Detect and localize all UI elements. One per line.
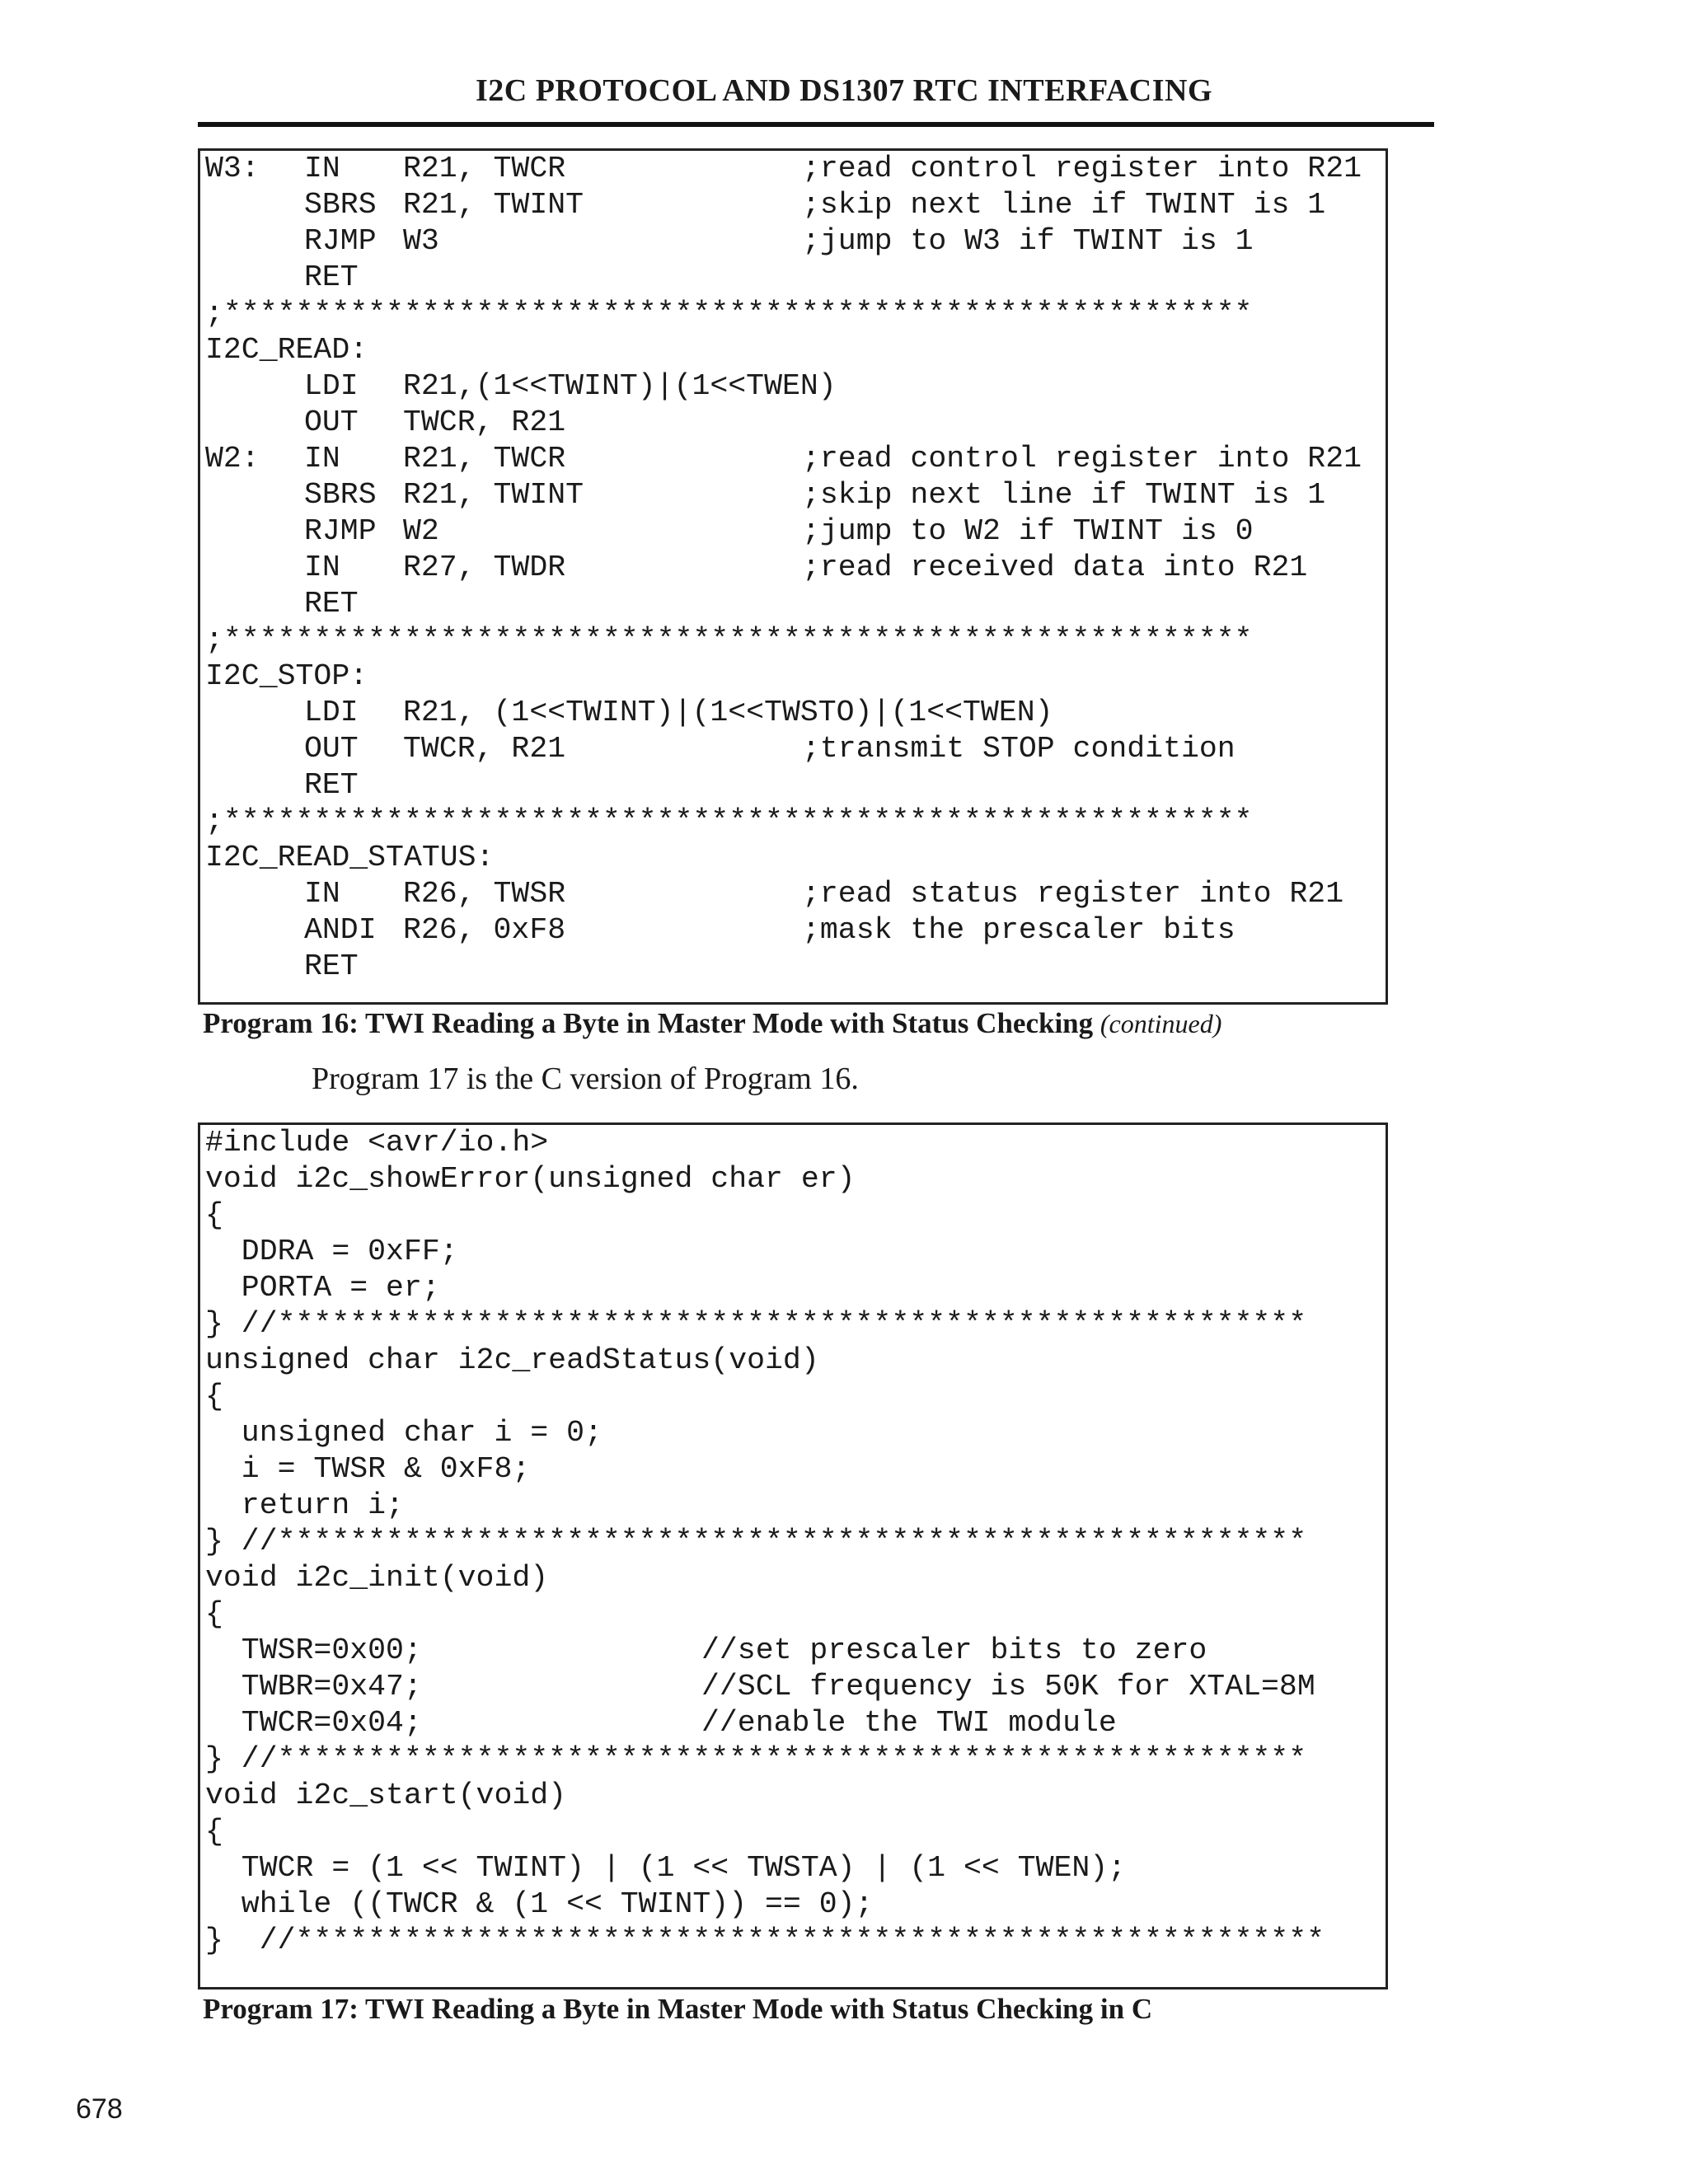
- code-text: void i2c_start(void): [205, 1779, 567, 1812]
- code-text: #include <avr/io.h>: [205, 1126, 549, 1160]
- code-comment: ;read control register into R21: [802, 152, 1362, 185]
- code-opcode: IN: [304, 152, 340, 185]
- code-operands: R26, TWSR: [403, 877, 566, 911]
- code-opcode: SBRS: [304, 188, 377, 222]
- code-line: [200, 260, 1386, 296]
- code-opcode: OUT: [304, 405, 359, 439]
- code-text: I2C_STOP:: [205, 659, 368, 693]
- code-line: [200, 1705, 1386, 1741]
- code-text: } //*********************************************************: [205, 1307, 1307, 1341]
- code-opcode: ANDI: [304, 913, 377, 947]
- code-text: return i;: [205, 1488, 404, 1522]
- code-line: [200, 368, 1386, 405]
- code-line: [200, 1923, 1386, 1959]
- code-operands: R21,(1<<TWINT)|(1<<TWEN): [403, 369, 837, 403]
- code-text: {: [205, 1380, 223, 1413]
- code-line: [200, 1560, 1386, 1596]
- code-line: [200, 767, 1386, 804]
- code-opcode: RET: [304, 587, 359, 621]
- code-operands: R21, TWCR: [403, 442, 566, 476]
- code-line: [200, 223, 1386, 260]
- code-text: TWCR = (1 << TWINT) | (1 << TWSTA) | (1 << TWEN);: [205, 1851, 1127, 1885]
- code-opcode: SBRS: [304, 478, 377, 512]
- code-opcode: IN: [304, 442, 340, 476]
- code-line: [200, 949, 1386, 985]
- code-text: TWBR=0x47;: [205, 1670, 422, 1704]
- code-operands: R27, TWDR: [403, 551, 566, 584]
- code-line: [200, 1596, 1386, 1633]
- code-text: void i2c_showError(unsigned char er): [205, 1162, 856, 1196]
- code-comment: ;jump to W3 if TWINT is 1: [802, 224, 1254, 258]
- code-comment: //enable the TWI module: [701, 1706, 1117, 1740]
- code-comment: ;read received data into R21: [802, 551, 1308, 584]
- code-line: [200, 513, 1386, 550]
- program-17-code-listing: [198, 1122, 1388, 1990]
- code-line: [200, 1669, 1386, 1705]
- code-text: I2C_READ_STATUS:: [205, 841, 495, 874]
- code-comment: ;jump to W2 if TWINT is 0: [802, 514, 1254, 548]
- code-text: {: [205, 1815, 223, 1849]
- code-line: [200, 1197, 1386, 1234]
- code-comment: ;read status register into R21: [802, 877, 1344, 911]
- code-operands: TWCR, R21: [403, 405, 566, 439]
- code-line: [200, 1451, 1386, 1488]
- code-line: [200, 912, 1386, 949]
- code-text: while ((TWCR & (1 << TWINT)) == 0);: [205, 1887, 874, 1921]
- code-line: [200, 1415, 1386, 1451]
- code-line: [200, 731, 1386, 767]
- code-opcode: IN: [304, 877, 340, 911]
- code-line: [200, 187, 1386, 223]
- code-comment: ;mask the prescaler bits: [802, 913, 1236, 947]
- code-line: [200, 1741, 1386, 1778]
- code-line: [200, 1343, 1386, 1379]
- code-line: [200, 1234, 1386, 1270]
- code-line: [200, 622, 1386, 658]
- page-number: 678: [76, 2093, 123, 2125]
- code-line: [200, 804, 1386, 840]
- code-operands: R21, TWCR: [403, 152, 566, 185]
- code-line: [200, 1778, 1386, 1814]
- code-line: [200, 1488, 1386, 1524]
- code-line: [200, 1814, 1386, 1850]
- code-comment: ;skip next line if TWINT is 1: [802, 478, 1326, 512]
- code-line: [200, 441, 1386, 477]
- code-operands: R26, 0xF8: [403, 913, 566, 947]
- code-opcode: RJMP: [304, 514, 377, 548]
- code-text: I2C_READ:: [205, 333, 368, 367]
- code-line: [200, 151, 1386, 187]
- code-text: TWSR=0x00;: [205, 1633, 422, 1667]
- code-text: {: [205, 1198, 223, 1232]
- code-opcode: RJMP: [304, 224, 377, 258]
- code-opcode: RET: [304, 260, 359, 294]
- code-line: [200, 586, 1386, 622]
- program-17-caption-title: Program 17: TWI Reading a Byte in Master Mode with Status Checking in C: [203, 1993, 1153, 2025]
- code-opcode: RET: [304, 768, 359, 802]
- code-text: unsigned char i2c_readStatus(void): [205, 1343, 819, 1377]
- code-operands: R21, (1<<TWINT)|(1<<TWSTO)|(1<<TWEN): [403, 696, 1053, 729]
- code-line: [200, 477, 1386, 513]
- code-comment: //set prescaler bits to zero: [701, 1633, 1207, 1667]
- code-line: [200, 1379, 1386, 1415]
- code-line: [200, 1306, 1386, 1343]
- code-text: {: [205, 1597, 223, 1631]
- code-text: unsigned char i = 0;: [205, 1416, 603, 1450]
- code-comment: ;read control register into R21: [802, 442, 1362, 476]
- code-text: ;*********************************************************: [205, 297, 1253, 330]
- code-line: [200, 332, 1386, 368]
- code-line: [200, 1161, 1386, 1197]
- code-line: [200, 840, 1386, 876]
- code-label: W2:: [205, 442, 260, 476]
- code-label: W3:: [205, 152, 260, 185]
- code-operands: R21, TWINT: [403, 188, 584, 222]
- code-text: TWCR=0x04;: [205, 1706, 422, 1740]
- header-rule: [198, 122, 1434, 127]
- running-header: I2C PROTOCOL AND DS1307 RTC INTERFACING: [475, 73, 1213, 108]
- code-text: ;*********************************************************: [205, 623, 1253, 657]
- code-text: ;*********************************************************: [205, 804, 1253, 838]
- code-opcode: LDI: [304, 369, 359, 403]
- code-line: [200, 658, 1386, 695]
- program-16-caption-note: (continued): [1100, 1009, 1222, 1038]
- code-text: void i2c_init(void): [205, 1561, 549, 1595]
- program-17-caption: [203, 1993, 1152, 2026]
- code-text: } //*********************************************************: [205, 1525, 1307, 1558]
- code-line: [200, 1633, 1386, 1669]
- body-paragraph: Program 17 is the C version of Program 16.: [312, 1062, 859, 1096]
- code-line: [200, 1270, 1386, 1306]
- code-text: DDRA = 0xFF;: [205, 1235, 458, 1268]
- code-comment: ;skip next line if TWINT is 1: [802, 188, 1326, 222]
- program-16-code-listing: [198, 148, 1388, 1005]
- code-opcode: OUT: [304, 732, 359, 766]
- code-operands: R21, TWINT: [403, 478, 584, 512]
- code-opcode: IN: [304, 551, 340, 584]
- code-line: [200, 550, 1386, 586]
- program-16-caption: [203, 1007, 1221, 1040]
- code-operands: W3: [403, 224, 439, 258]
- code-line: [200, 1886, 1386, 1923]
- code-opcode: LDI: [304, 696, 359, 729]
- code-comment: //SCL frequency is 50K for XTAL=8M: [701, 1670, 1315, 1704]
- code-operands: TWCR, R21: [403, 732, 566, 766]
- code-operands: W2: [403, 514, 439, 548]
- code-text: } //*********************************************************: [205, 1742, 1307, 1776]
- program-16-caption-title: Program 16: TWI Reading a Byte in Master Mode with Status Checking: [203, 1007, 1094, 1039]
- code-text: i = TWSR & 0xF8;: [205, 1452, 531, 1486]
- code-line: [200, 296, 1386, 332]
- code-line: [200, 405, 1386, 441]
- code-text: } //*********************************************************: [205, 1924, 1325, 1957]
- code-line: [200, 1125, 1386, 1161]
- code-text: PORTA = er;: [205, 1271, 440, 1305]
- code-line: [200, 1850, 1386, 1886]
- code-comment: ;transmit STOP condition: [802, 732, 1236, 766]
- code-line: [200, 876, 1386, 912]
- code-line: [200, 1524, 1386, 1560]
- code-line: [200, 695, 1386, 731]
- code-opcode: RET: [304, 949, 359, 983]
